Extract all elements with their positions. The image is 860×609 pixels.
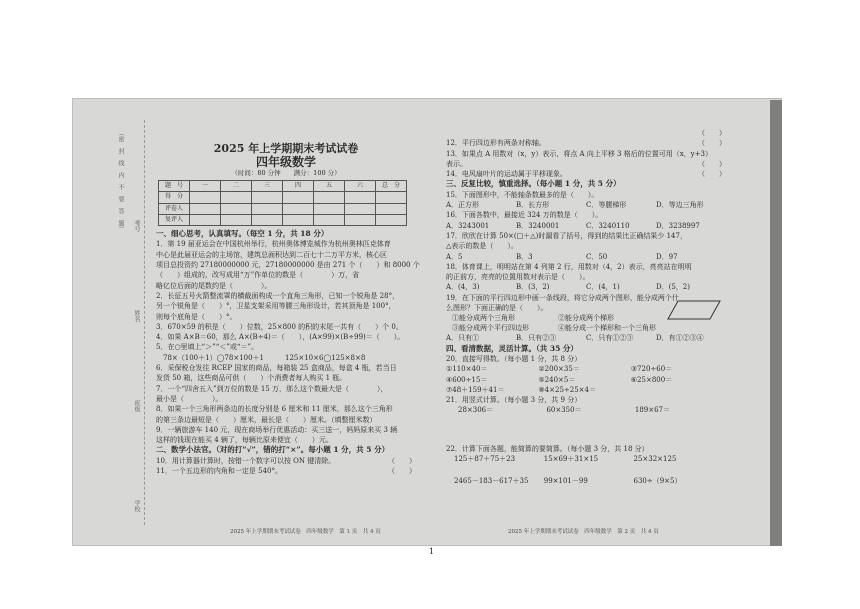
section1-line: 7．一个“四舍五入”到万位的数是 15 万，那么这个数最大是（ ）， xyxy=(156,384,388,393)
section1-line: 78×（100＋1）◯78×100＋1 125×10×6◯125×8×8 xyxy=(156,353,366,362)
question-22: 22．计算下面各题，能简算的要简算。（每小题 3 分，共 18 分） xyxy=(446,444,649,453)
scan-shadow-edge xyxy=(770,100,782,546)
exam-title: 2025 年上学期期末考试试卷 xyxy=(213,142,359,155)
section1-line: 4．如果 A×B＝60，那么 A×(B÷4)＝（ ），(A×99)×(B÷99)＝（ ）。 xyxy=(156,333,405,342)
binding-label-name: 姓名 xyxy=(133,310,140,322)
binding-label-school: 学校 xyxy=(133,500,140,512)
exam-subject: 四年级数学 xyxy=(255,155,316,169)
binding-label-class: 班级 xyxy=(133,400,140,412)
q22-row: 2465－183－617＋35 99×101－99 630÷（9×5） xyxy=(454,477,682,486)
section2-heading: 二、数学小法官。（对的打“√”，错的打“×”。每小题 1 分，共 5 分） xyxy=(156,445,390,455)
tf-item-14: 14．电风扇叶片的运动属于平移现象。 （ ） xyxy=(446,170,726,179)
score-col: 五 xyxy=(314,181,345,192)
tf-item-13: 13．如果点 A 用数对（x，y）表示，将点 A 向上平移 3 格后的位置可用（x，y+3） xyxy=(446,149,712,158)
score-col: 总 分 xyxy=(376,181,407,192)
section1-line: 略亿位后面的尾数约是（ ）。 xyxy=(156,281,272,290)
q20-row: ⑦48＋159＋41＝ ⑧4×25÷25×4＝ xyxy=(446,385,596,394)
left-page xyxy=(156,140,420,476)
binding-strip xyxy=(110,120,145,525)
mc-question-19-cont: 么图形？下面正确的是（ ）。 xyxy=(446,304,548,313)
score-col: 二 xyxy=(221,181,252,192)
section1-line: 项目总投资约 27180000000 元，27180000000 是由 271 个（ ）和 8000 个 xyxy=(156,261,420,270)
mc-question-19: 19．在下面的平行四边形中画一条线段，将它分成两个图形，能分成两个什 xyxy=(446,293,679,302)
mc-options-16: A．3243001 B．3240001 C．3240110 D．3238997 xyxy=(446,221,700,230)
mc-question-17-cont: △表示的数是（ ）。 xyxy=(446,242,518,251)
section1-line: 9．一辆旅游车 140 元，现在商场举行优惠活动：买三送一，妈妈原来买 3 辆 xyxy=(156,425,398,434)
section1-line: 发货 50 箱，这些商品可供（ ）个消费者每人购买 1 瓶。 xyxy=(156,374,347,383)
section1-line: 5．在○里填上“＞”“＜”或“＝”。 xyxy=(156,343,259,352)
score-table-row xyxy=(159,192,407,203)
tf-item-11: 11．一个五边形的内角和一定是 540°。 （ ） xyxy=(156,467,416,476)
question-20: 20．直接写得数。（每小题 1 分，共 8 分） xyxy=(446,354,582,363)
mc-options-19: A．只有① B．只有②③ C．只有①②③ D．有①②③④ xyxy=(446,334,704,343)
score-table-row xyxy=(159,214,407,225)
parallelogram-figure xyxy=(666,299,722,321)
tf-item-13-cont: 表示。 （ ） xyxy=(446,159,726,168)
binding-label-number: 考号 xyxy=(133,220,140,232)
mc-question-18: 18．体育课上，明明站在第 4 列第 2 行，用数对（4，2）表示，亮亮站在明明 xyxy=(446,262,692,271)
score-col: 一 xyxy=(190,181,221,192)
mc-options-18: A．(4，3) B．(3，2) C．(4，1) D．(5，2) xyxy=(446,283,690,292)
section3-heading: 三、反复比较，慎重选择。（每小题 1 分，共 5 分） xyxy=(446,179,621,189)
question-21: 21．用竖式计算。（每小题 3 分，共 9 分） xyxy=(446,396,582,405)
section1-line: 3．670×59 的积是（ ）位数，25×800 的积的末尾一共有（ ）个 0。 xyxy=(156,322,403,331)
score-col: 六 xyxy=(345,181,376,192)
mc-options-15: A．正方形 B．长方形 C．等腰梯形 D．等边三角形 xyxy=(446,201,704,210)
q20-row: ④600÷15＝ ⑤240×5＝ ⑥25×800＝ xyxy=(446,375,673,384)
tf-carry-answer: （ ） xyxy=(698,129,726,137)
score-col: 题 号 xyxy=(159,181,190,192)
section1-line: 则每个底角是（ ）°。 xyxy=(156,312,237,321)
tf-item-10: 10．用计算器计算时，按错一个数字可以按 ON 键清除。 （ ） xyxy=(156,456,416,465)
mc-question-17: 17．欣欣在计算 50×(□＋△)时漏看了括号，得到的结果比正确结果少 147， xyxy=(446,231,687,240)
q20-row: ①110×40＝ ②200×35＝ ③720÷60＝ xyxy=(446,365,673,374)
section1-heading: 一、细心思考，认真填写。（每空 1 分，共 18 分） xyxy=(156,229,329,239)
section1-line: 中心是此届亚运会的主场馆，建筑总面积达到二百七十二万平方米，核心区 xyxy=(156,250,387,259)
section1-line: 8．如果一个三角形两条边的长度分别是 6 厘米和 11 厘米，那么这个三角形 xyxy=(156,405,393,414)
section4-heading: 四、看清数据，灵活计算。（共 35 分） xyxy=(446,343,578,353)
score-row-label: 评卷人 xyxy=(159,203,190,214)
section1-line: 最小是（ ）。 xyxy=(156,394,223,403)
mc-question-16: 16．下面各数中，最接近 324 万的数是（ ）。 xyxy=(446,211,603,220)
score-row-label: 得 分 xyxy=(159,192,190,203)
tf-item-12: 12．平行四边形有两条对称轴。 （ ） xyxy=(446,139,726,148)
score-row-label: 复评人 xyxy=(159,214,190,225)
score-col: 三 xyxy=(252,181,283,192)
section1-line: 1．第 19 届亚运会在中国杭州举行，杭州奥体博览城作为杭州奥林匹克体育 xyxy=(156,240,391,249)
q22-row: 125＋87＋75＋23 15×69＋31×15 25×32×125 xyxy=(454,455,677,464)
score-col: 四 xyxy=(283,181,314,192)
page-number: 1 xyxy=(429,547,435,556)
score-table-header-row xyxy=(159,181,407,192)
section1-line: 2．长征五号火箭整流罩的横截面构成一个直角三角形，已知一个锐角是 28°， xyxy=(156,291,400,300)
section1-line: 这样的钱现在能买 4 辆了，每辆比原来便宜（ ）元。 xyxy=(156,436,333,445)
mc-question-18-cont: 的正前方，亮亮的位置用数对表示是（ ）。 xyxy=(446,273,590,282)
score-table-row xyxy=(159,203,407,214)
mc-question-15: 15．下面图形中，不能轴条数最多的是（ ）。 xyxy=(446,190,599,199)
binding-note: （密 封 线 内 不 要 答 题） xyxy=(117,130,124,232)
right-page xyxy=(446,128,726,487)
section1-line: （ ）组成的，改写成用“万”作单位的数是（ ）万，省 xyxy=(156,271,360,280)
mc-options-17: A．5 B．3 C．50 D．97 xyxy=(446,252,678,261)
section1-line: 另一个锐角是（ ）°，卫星支架采用等腰三角形设计，若其顶角是 100°， xyxy=(156,302,396,311)
section1-line: 的第三条边最短是（ ）厘米，最长是（ ）厘米。（填整厘米数） xyxy=(156,415,377,424)
score-table xyxy=(158,180,407,226)
footer-right: 2025 年上学期期末考试试卷 四年级数学 第 2 页 共 4 页 xyxy=(508,529,659,535)
q21-row: 28×306＝ 60×350＝ 189×67＝ xyxy=(458,406,671,415)
footer-left: 2025 年上学期期末考试试卷 四年级数学 第 1 页 共 4 页 xyxy=(230,529,381,535)
exam-info: （时间：80 分钟 满分：100 分） xyxy=(231,169,341,177)
section1-line: 6．采保税仓发往 RCEP 国家的商品，每箱装 25 盒商品，每盒 4 瓶，若当日 xyxy=(156,364,397,373)
mc-choices-19: ①能分成两个三角形 ②能分成两个梯形 ③能分成两个平行四边形 ④能分成一个梯形和一个三角形 xyxy=(446,313,726,333)
